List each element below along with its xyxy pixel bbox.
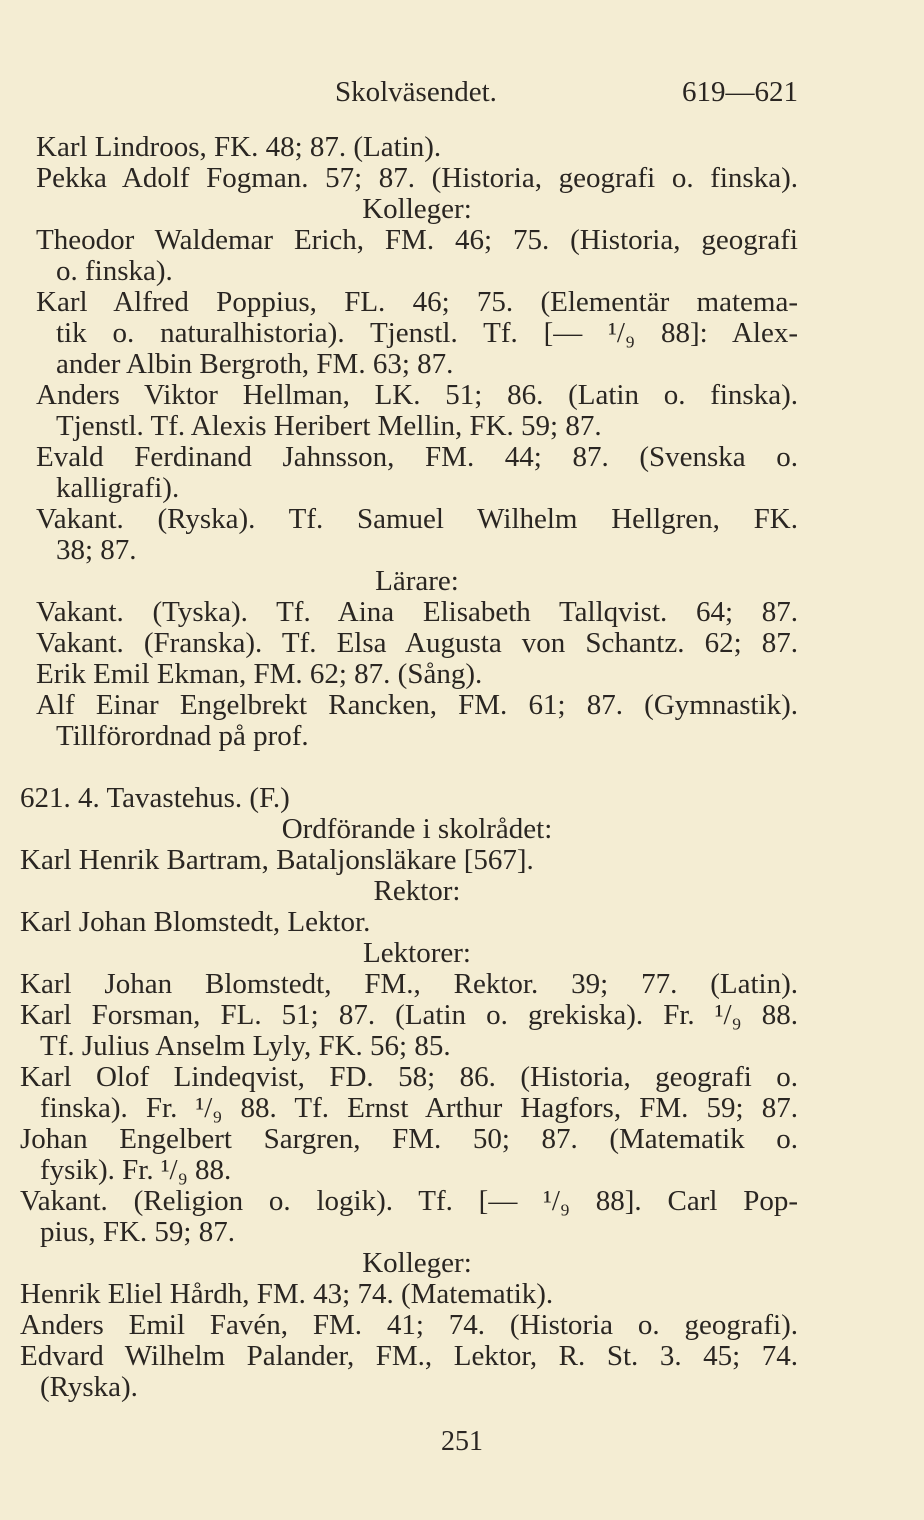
text-line: Karl Forsman, FL. 51; 87. (Latin o. grekiska). Fr. ¹/₉ 88. [20, 1000, 798, 1031]
text-line: fysik). Fr. ¹/₉ 88. [40, 1154, 232, 1186]
text-line: Karl Olof Lindeqvist, FD. 58; 86. (Historia, geografi o. [20, 1062, 798, 1093]
text-line: Johan Engelbert Sargren, FM. 50; 87. (Matematik o. [20, 1124, 798, 1155]
page-number: 251 [441, 1426, 483, 1457]
text-line: Evald Ferdinand Jahnsson, FM. 44; 87. (Svenska o. [36, 442, 798, 473]
text-line: tik o. naturalhistoria). Tjenstl. Tf. [— ¹/₉ 88]: Alex- [56, 318, 798, 349]
section-heading: Lektorer: [363, 937, 471, 969]
text-line: (Ryska). [40, 1371, 138, 1403]
text-line: o. finska). [56, 255, 173, 287]
text-line: Tillförordnad på prof. [56, 720, 309, 752]
text-line: 621. 4. Tavastehus. (F.) [20, 782, 290, 814]
text-line: Anders Viktor Hellman, LK. 51; 86. (Latin o. finska). [36, 380, 798, 411]
text-line: pius, FK. 59; 87. [40, 1216, 235, 1248]
text-line: Theodor Waldemar Erich, FM. 46; 75. (Historia, geografi [36, 225, 798, 256]
text-line: Edvard Wilhelm Palander, FM., Lektor, R. St. 3. 45; 74. [20, 1341, 798, 1372]
text-line: Vakant. (Religion o. logik). Tf. [— ¹/₉ 88]. Carl Pop- [20, 1186, 798, 1217]
text-line: Anders Emil Favén, FM. 41; 74. (Historia o. geografi). [20, 1310, 798, 1341]
text-line: Pekka Adolf Fogman. 57; 87. (Historia, geografi o. finska). [36, 163, 798, 194]
text-line: Erik Emil Ekman, FM. 62; 87. (Sång). [36, 658, 483, 690]
text-line: ander Albin Bergroth, FM. 63; 87. [56, 348, 454, 380]
text-line: finska). Fr. ¹/₉ 88. Tf. Ernst Arthur Hagfors, FM. 59; 87. [40, 1093, 798, 1124]
text-line: Henrik Eliel Hårdh, FM. 43; 74. (Matematik). [20, 1278, 554, 1310]
text-line: Karl Alfred Poppius, FL. 46; 75. (Elementär matema- [36, 287, 798, 318]
text-line: Karl Johan Blomstedt, FM., Rektor. 39; 77. (Latin). [20, 969, 798, 1000]
text-line: 38; 87. [56, 534, 137, 566]
section-heading: Kolleger: [362, 1247, 472, 1279]
text-line: Karl Lindroos, FK. 48; 87. (Latin). [36, 131, 442, 163]
text-line: Tjenstl. Tf. Alexis Heribert Mellin, FK. 59; 87. [56, 410, 602, 442]
text-line: kalligrafi). [56, 472, 180, 504]
text-line: Vakant. (Tyska). Tf. Aina Elisabeth Tallqvist. 64; 87. [36, 597, 798, 628]
section-heading: Ordförande i skolrådet: [281, 813, 553, 845]
text-line: Karl Johan Blomstedt, Lektor. [20, 906, 371, 938]
running-head-page-range: 619—621 [682, 76, 798, 108]
text-line: Karl Henrik Bartram, Bataljonsläkare [567]. [20, 844, 534, 876]
running-head-title: Skolväsendet. [335, 76, 497, 108]
text-line: Vakant. (Ryska). Tf. Samuel Wilhelm Hellgren, FK. [36, 504, 798, 535]
section-heading: Lärare: [375, 565, 459, 597]
text-line: Alf Einar Engelbrekt Rancken, FM. 61; 87. (Gymnastik). [36, 690, 798, 721]
text-line: Vakant. (Franska). Tf. Elsa Augusta von Schantz. 62; 87. [36, 628, 798, 659]
section-heading: Kolleger: [362, 193, 472, 225]
section-heading: Rektor: [373, 875, 461, 907]
page-body-text [20, 131, 798, 1403]
text-line: Tf. Julius Anselm Lyly, FK. 56; 85. [40, 1030, 451, 1062]
